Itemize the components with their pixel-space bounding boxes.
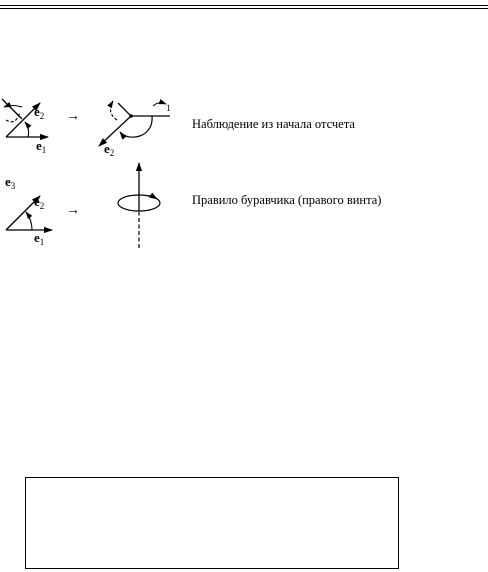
e2-label-middle: $e_2$ [104,141,115,158]
e1-label-row2: $e_1$ [34,230,45,247]
dashed-rotation-arc [6,112,20,122]
angle-arc-row2 [26,212,32,230]
rot-sub-label: 1 [166,103,171,113]
rotation-direction-arrow [148,196,157,200]
row1-left-diagram [2,99,48,155]
rotation-arc-solid [120,116,152,137]
corkscrew-diagram [118,163,160,248]
e2-label: $e_2$ [34,104,45,121]
upper-left-line [118,103,131,116]
empty-frame-box [25,477,399,569]
rotation-arrow-top [4,106,22,108]
origin-dot [129,114,133,118]
rotation-arc-dashed [110,101,117,120]
e1-label: $e_1$ [36,138,47,155]
caption-observation: Наблюдение из начала отсчета [192,117,355,131]
angle-arc [25,122,29,137]
arrow-row2: → [66,203,80,218]
row1-middle-diagram [99,101,171,158]
e2-label-row2: $e_2$ [34,194,45,211]
caption-corkscrew: Правило буравчика (правого винта) [192,193,382,207]
row2-left-diagram [5,174,52,247]
small-curl-arrow [153,103,166,106]
arrow-row1: → [66,109,80,124]
e3-label: $e_3$ [5,174,16,191]
